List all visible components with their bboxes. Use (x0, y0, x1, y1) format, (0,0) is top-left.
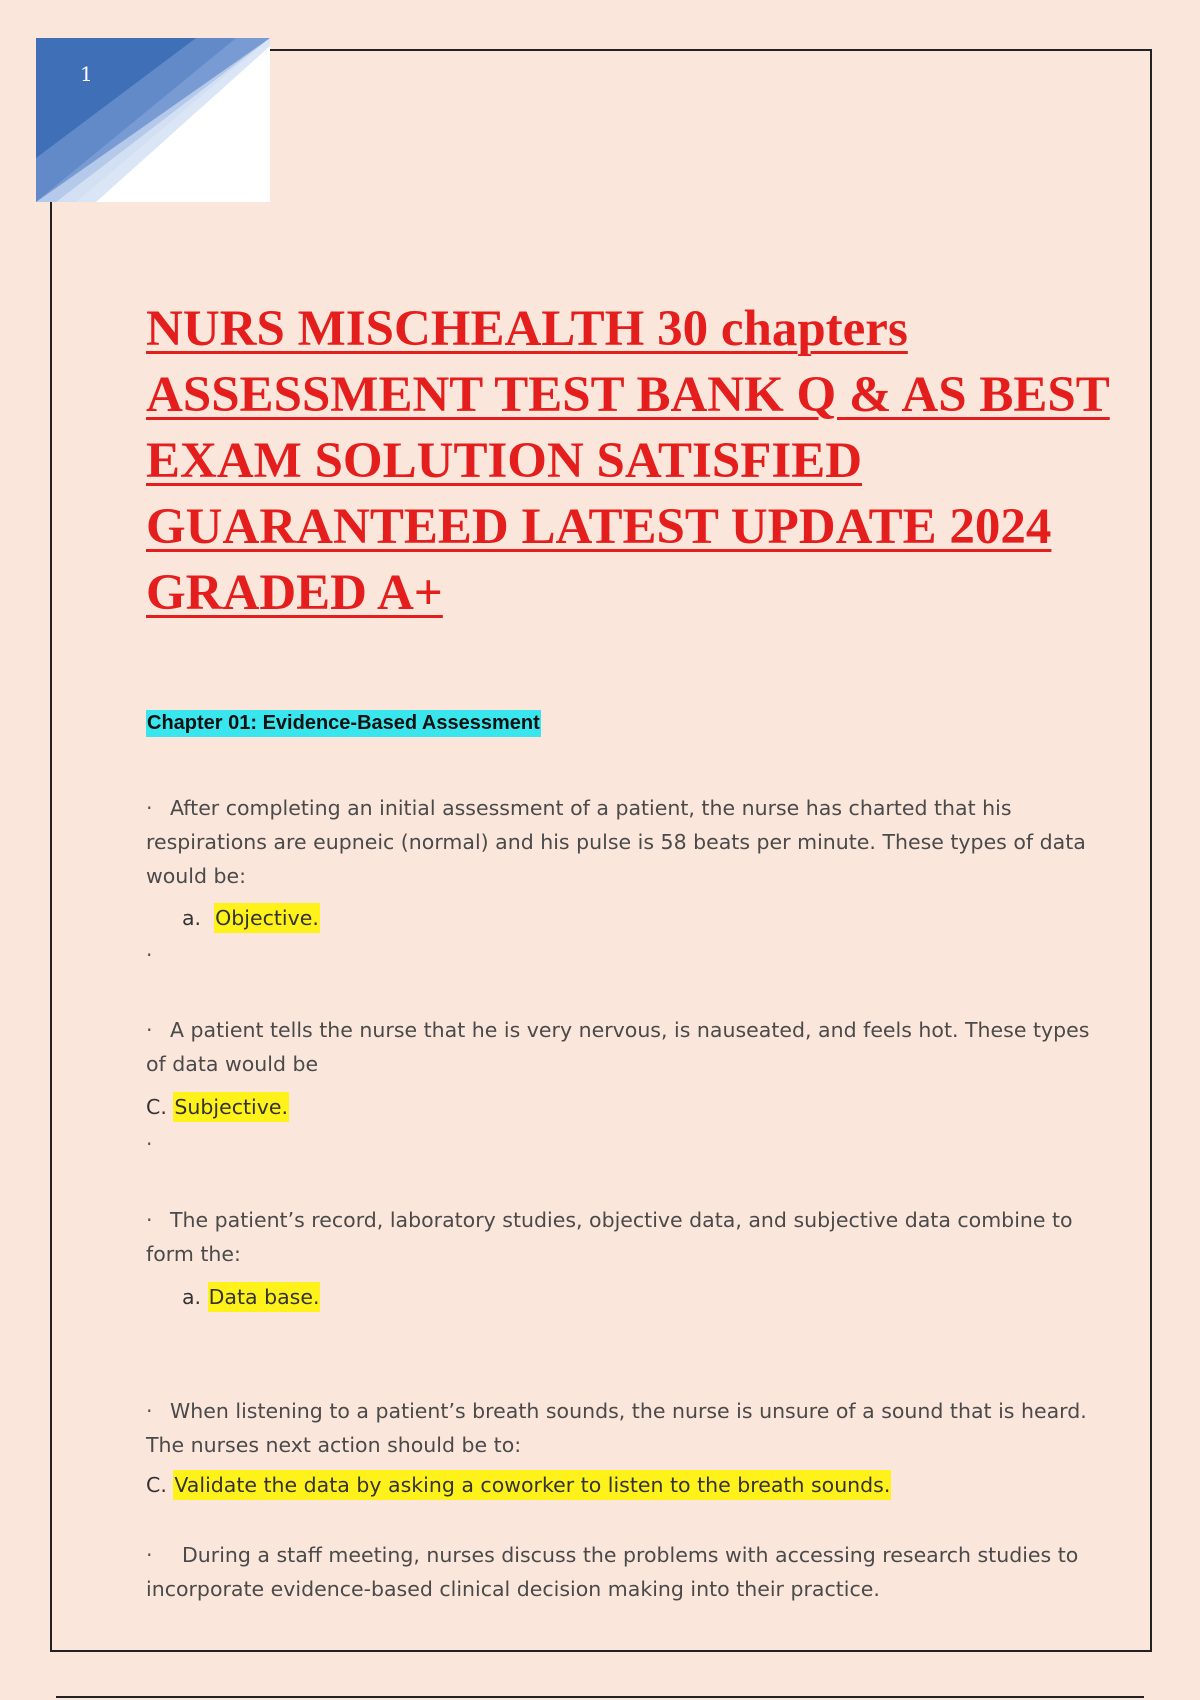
title-line: ASSESSMENT TEST BANK Q & AS BEST (146, 367, 1110, 423)
answer-highlight: Subjective. (173, 1092, 289, 1122)
bullet: · (146, 1018, 153, 1042)
answer-prefix: a. (182, 1285, 202, 1309)
question-4 (146, 1394, 1106, 1462)
document-title (146, 296, 1156, 626)
title-line: GUARANTEED LATEST UPDATE 2024 (146, 499, 1052, 555)
title-line: GRADED A+ (146, 565, 443, 621)
title-line: NURS MISCHEALTH 30 chapters (146, 301, 908, 357)
answer-highlight: Data base. (208, 1282, 321, 1312)
bullet: · (146, 1399, 153, 1423)
question-5 (146, 1538, 1106, 1606)
footer-rule (56, 1696, 1144, 1698)
chapter-heading: Chapter 01: Evidence-Based Assessment (146, 710, 541, 737)
title-line: EXAM SOLUTION SATISFIED (146, 433, 863, 489)
question-2 (146, 1013, 1106, 1081)
answer-3 (182, 1280, 320, 1314)
question-text: During a staff meeting, nurses discuss the problems with accessing research studies to incorporate evidence-based clinical decision making into their practice. (146, 1543, 1079, 1601)
page-number: 1 (80, 62, 93, 86)
answer-highlight: Objective. (214, 903, 320, 933)
answer-4 (146, 1468, 891, 1502)
answer-prefix: a. (182, 906, 202, 930)
answer-prefix: C. (146, 1095, 167, 1119)
answer-1 (182, 901, 320, 935)
question-1 (146, 791, 1106, 893)
question-text: When listening to a patient’s breath sounds, the nurse is unsure of a sound that is heard. The nurses next action should be to: (146, 1399, 1087, 1457)
answer-prefix: C. (146, 1473, 167, 1497)
separator-dot: · (146, 943, 153, 967)
question-3 (146, 1203, 1106, 1271)
question-text: After completing an initial assessment of a patient, the nurse has charted that his respirations are eupneic (normal) and his pulse is 58 beats per minute. These types of data would be: (146, 796, 1086, 888)
answer-highlight: Validate the data by asking a coworker to listen to the breath sounds. (173, 1470, 891, 1500)
question-text: A patient tells the nurse that he is very nervous, is nauseated, and feels hot. These types of data would be (146, 1018, 1090, 1076)
page-corner-decoration (36, 38, 270, 202)
bullet: · (146, 1208, 153, 1232)
question-text: The patient’s record, laboratory studies, objective data, and subjective data combine to form the: (146, 1208, 1073, 1266)
bullet: · (146, 796, 153, 820)
separator-dot: · (146, 1132, 153, 1156)
answer-2 (146, 1090, 289, 1124)
bullet: · (146, 1543, 153, 1567)
